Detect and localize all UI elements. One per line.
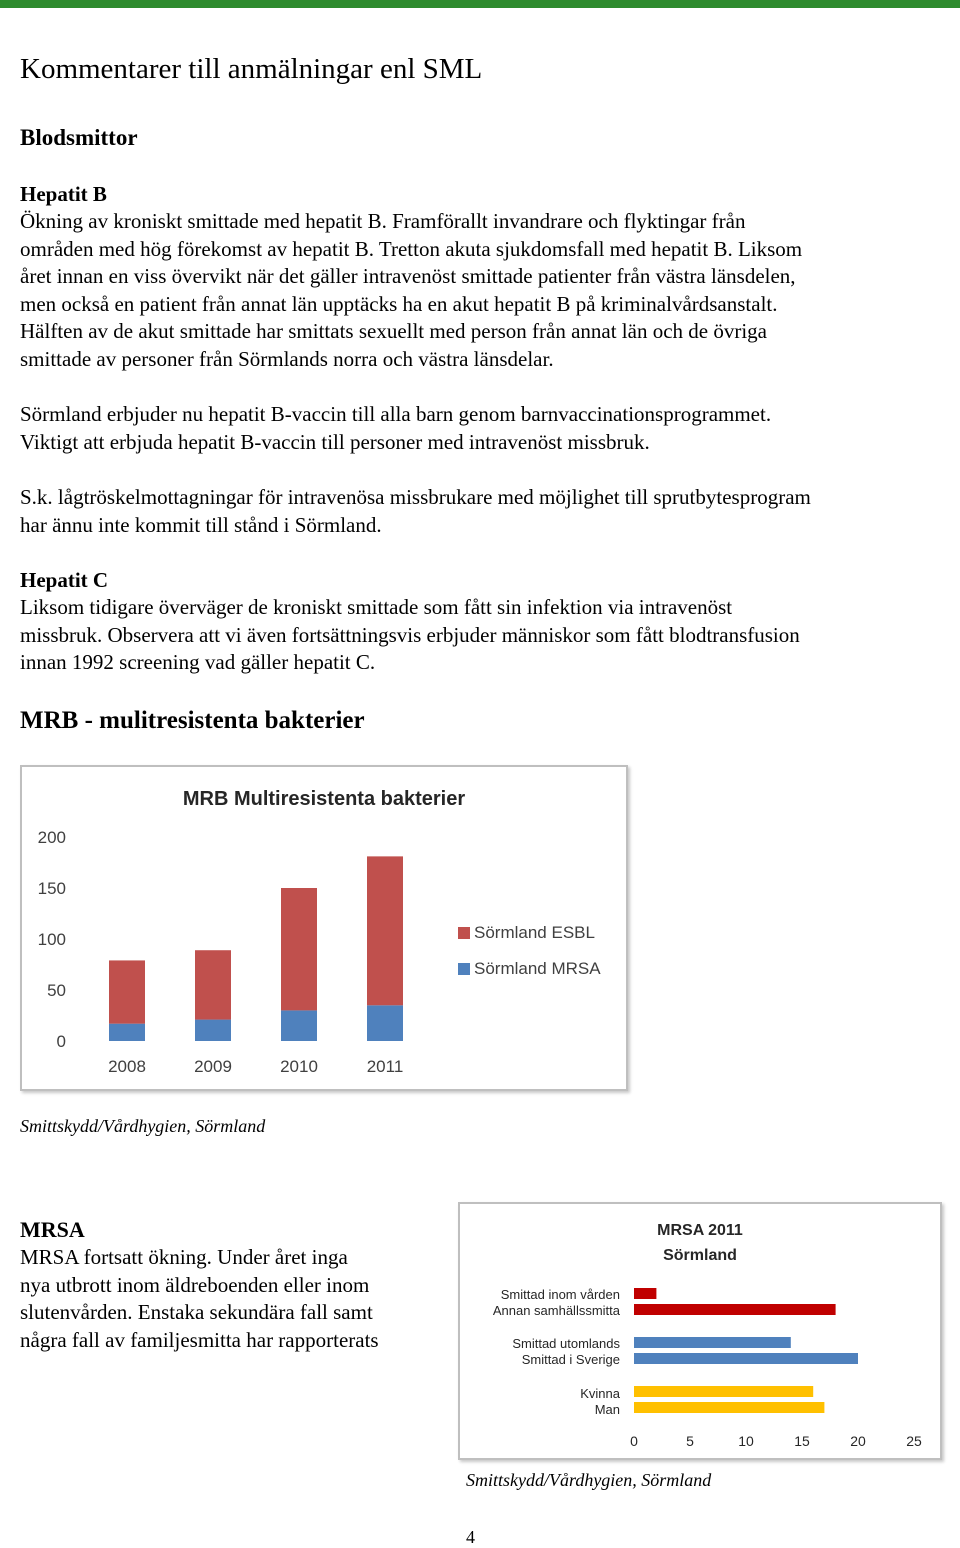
bar-mrsa-2009 [195,1020,231,1041]
hepatit-b-heading: Hepatit B [20,182,107,206]
bar-annan-samhällssmitta [634,1304,836,1315]
legend-swatch-esbl [458,927,470,939]
x-tick-label: 5 [686,1433,694,1449]
category-label: Smittad inom vården [500,1287,620,1302]
legend-label-esbl: Sörmland ESBL [474,923,595,942]
bar-mrsa-2008 [109,1024,145,1041]
mrsa-chart [458,1202,942,1460]
bar-man [634,1402,824,1413]
chart-source-caption-1: Smittskydd/Vårdhygien, Sörmland [20,1116,266,1136]
y-tick-label: 0 [56,1032,66,1051]
category-label: Annan samhällssmitta [492,1303,620,1318]
section-heading-blodsmittor: Blodsmittor [20,125,138,150]
bar-esbl-2011 [367,856,403,1005]
bar-kvinna [634,1386,813,1397]
category-label: Man [594,1402,620,1417]
page-title: Kommentarer till anmälningar enl SML [20,53,483,85]
bar-esbl-2010 [281,888,317,1010]
mrb-heading: MRB - mulitresistenta bakterier [20,707,365,734]
x-tick-label: 2008 [108,1057,146,1076]
top-rule [0,0,960,8]
bar-mrsa-2010 [281,1010,317,1041]
bar-esbl-2008 [109,960,145,1023]
mrsa-paragraph: MRSA fortsatt ökning. Under året inga nya utbrott inom äldreboenden eller inom slutenvården. Enstaka sekundära fall samt några fall av familjesmitta har rapporterats [20,1245,379,1352]
bar-mrsa-2011 [367,1005,403,1041]
mrsa-chart-svg [460,1204,940,1458]
x-tick-label: 2009 [194,1057,232,1076]
legend-label-mrsa: Sörmland MRSA [474,959,601,978]
y-tick-label: 50 [47,981,66,1000]
chart-source-caption-2: Smittskydd/Vårdhygien, Sörmland [466,1470,712,1490]
hepatit-c-heading: Hepatit C [20,568,109,592]
bar-smittad-utomlands [634,1337,791,1348]
mrsa-chart-title-line2: Sörmland [663,1247,737,1264]
category-label: Kvinna [580,1386,620,1401]
x-tick-label: 20 [850,1433,866,1449]
y-tick-label: 150 [37,879,66,898]
page-number: 4 [466,1527,475,1547]
mrb-chart-svg [22,767,626,1089]
hepatit-b-paragraph-2: Sörmland erbjuder nu hepatit B-vaccin till alla barn genom barnvaccinationsprogrammet. Viktigt att erbjuda hepatit B-vaccin till personer med intravenöst missbruk. [20,402,772,454]
x-tick-label: 10 [738,1433,754,1449]
bar-esbl-2009 [195,950,231,1019]
x-tick-label: 0 [630,1433,638,1449]
mrb-chart [20,765,628,1091]
mrb-chart-title: MRB Multiresistenta bakterier [182,788,466,810]
legend-swatch-mrsa [458,963,470,975]
category-label: Smittad i Sverige [521,1352,620,1367]
y-tick-label: 100 [37,930,66,949]
y-tick-label: 200 [37,828,66,847]
x-tick-label: 15 [794,1433,810,1449]
x-tick-label: 2011 [366,1057,404,1076]
hepatit-b-paragraph-1: Ökning av kroniskt smittade med hepatit B. Framförallt invandrare och flyktingar från områden med hög förekomst av hepatit B. Tretton akuta sjukdomsfall med hepatit B. Liksom året innan en viss övervikt när det gäller intravenöst smittade patienter från västra länsdelen, men också en patient från annat län upptäcks ha en akut hepatit B på kriminalvårdsanstalt. Hälften av de akut smittade har smittats sexuellt med person från annat län och de övriga smittade av personer från Sörmlands norra och västra länsdelar. [20,209,803,371]
bar-smittad-i-sverige [634,1353,858,1364]
category-label: Smittad utomlands [512,1336,620,1351]
mrsa-chart-title-line1: MRSA 2011 [657,1222,743,1239]
x-tick-label: 25 [906,1433,922,1449]
x-tick-label: 2010 [280,1057,318,1076]
hepatit-b-paragraph-3: S.k. lågtröskelmottagningar för intravenösa missbrukare med möjlighet till sprutbytesprogram har ännu inte kommit till stånd i Sörmland. [20,485,811,537]
mrsa-heading: MRSA [20,1217,85,1242]
bar-smittad-inom-vården [634,1288,656,1299]
hepatit-c-paragraph: Liksom tidigare överväger de kroniskt smittade som fått sin infektion via intravenöst missbruk. Observera att vi även fortsättningsvis erbjuder människor som fått blodtransfusion innan 1992 screening vad gäller hepatit C. [20,595,800,674]
